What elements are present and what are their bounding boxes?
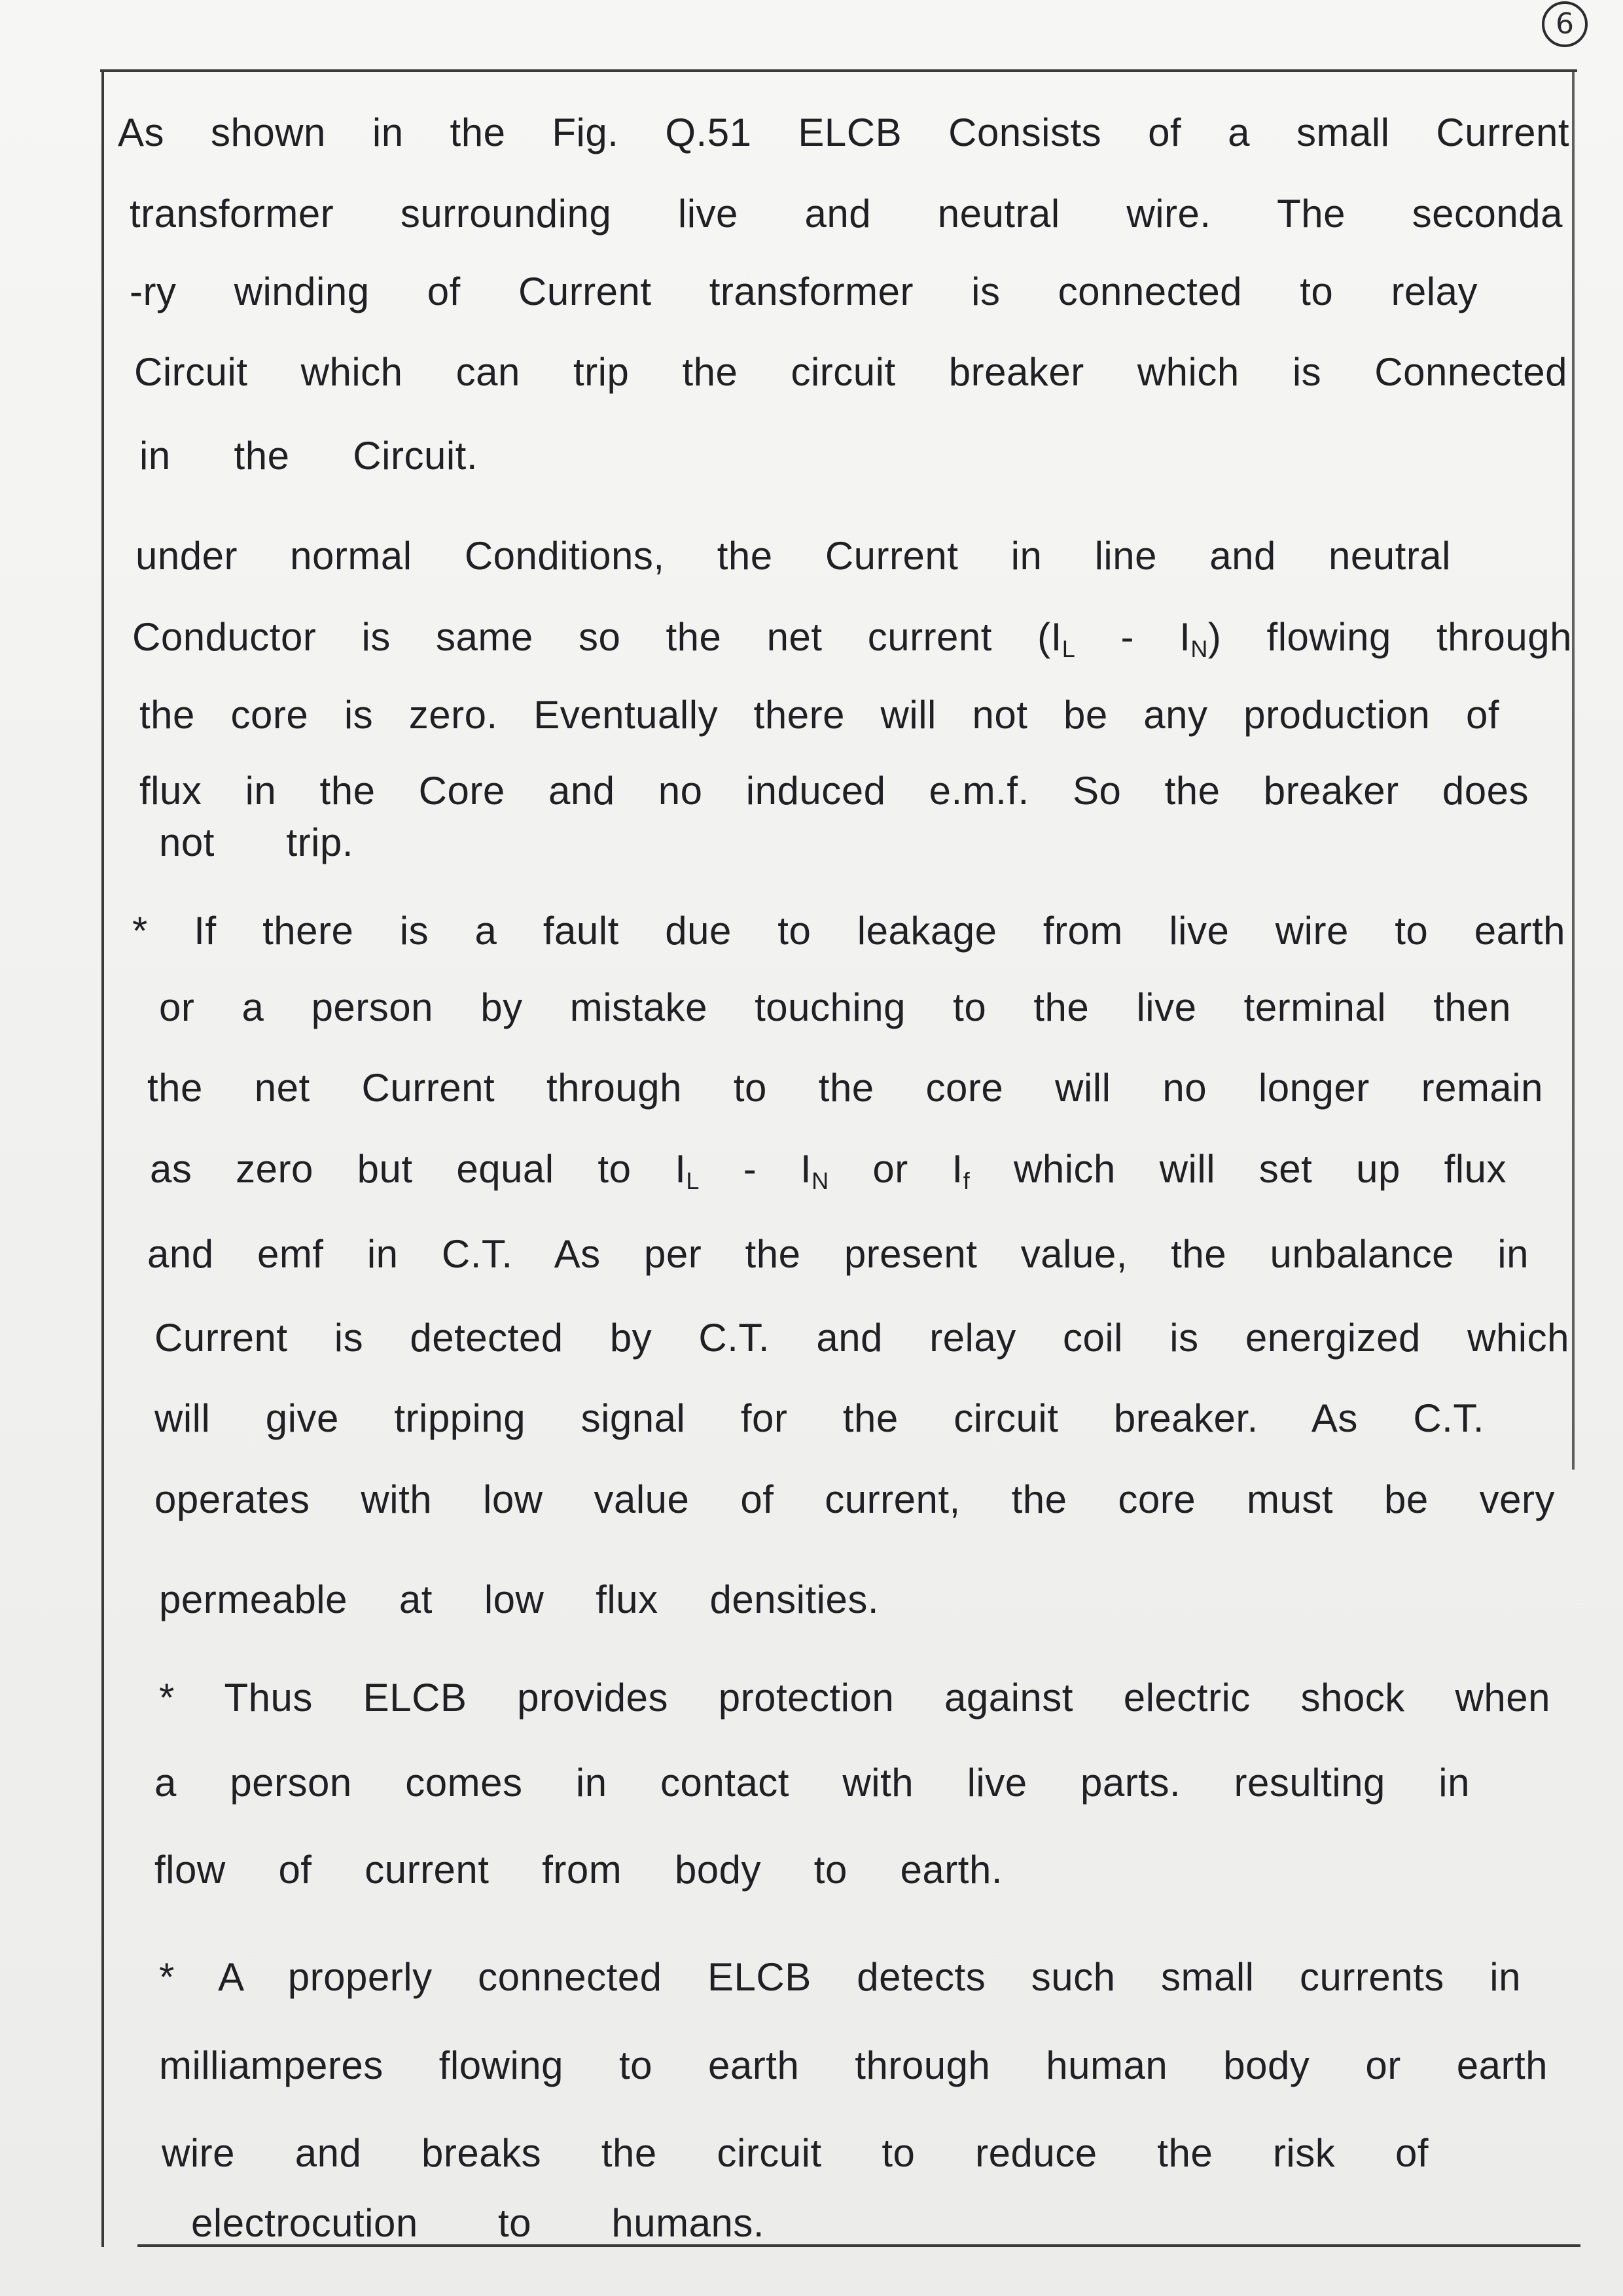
text-segment: as zero but equal to I (150, 1147, 687, 1191)
subscript: N (1190, 635, 1208, 663)
subscript: L (686, 1167, 700, 1195)
page-number-circle: 6 (1542, 1, 1588, 47)
text-line: flux in the Core and no induced e.m.f. So the breaker does (139, 769, 1529, 813)
text-line: the core is zero. Eventually there will not be any production of (139, 693, 1499, 737)
text-line: Circuit which can trip the circuit breaker which is Connected (134, 350, 1567, 394)
text-line: electrocution to humans. (191, 2201, 764, 2245)
subscript: L (1061, 635, 1076, 663)
text-line: under normal Conditions, the Current in line and neutral (135, 534, 1451, 578)
text-segment: which will set up flux (970, 1147, 1507, 1191)
text-line: the net Current through to the core will no longer remain (147, 1066, 1543, 1110)
page-border-left (101, 69, 104, 2247)
text-line: wire and breaks the circuit to reduce the risk of (162, 2131, 1429, 2175)
text-segment: - I (699, 1147, 812, 1191)
text-line: not trip. (159, 821, 353, 864)
text-segment: Conductor is same so the net current (I (132, 615, 1062, 659)
page-border-top (100, 69, 1577, 72)
text-line: transformer surrounding live and neutral wire. The seconda (130, 192, 1563, 236)
text-segment: ) flowing through (1207, 615, 1573, 659)
text-line: in the Circuit. (139, 434, 478, 478)
text-line: will give tripping signal for the circuit breaker. As C.T. (154, 1396, 1484, 1440)
text-line: * Thus ELCB provides protection against electric shock when (159, 1676, 1550, 1720)
text-line-with-subscripts (150, 1146, 1507, 1193)
text-line: permeable at low flux densities. (159, 1578, 879, 1621)
text-segment: - I (1075, 615, 1191, 659)
text-line: and emf in C.T. As per the present value, the unbalance in (147, 1232, 1529, 1276)
text-line: -ry winding of Current transformer is connected to relay (130, 270, 1478, 313)
page-border-right (1572, 69, 1575, 1470)
text-line: or a person by mistake touching to the live terminal then (159, 985, 1511, 1029)
text-line: a person comes in contact with live parts. resulting in (154, 1761, 1470, 1805)
text-line: Current is detected by C.T. and relay coil is energized which (154, 1316, 1569, 1360)
text-line: * A properly connected ELCB detects such small currents in (159, 1955, 1521, 1999)
subscript: f (963, 1167, 971, 1195)
text-segment: or I (829, 1147, 963, 1191)
text-line: * If there is a fault due to leakage from live wire to earth (132, 909, 1565, 953)
text-line: flow of current from body to earth. (154, 1848, 1003, 1892)
text-line: operates with low value of current, the core must be very (154, 1477, 1555, 1521)
text-line-with-subscripts (132, 614, 1572, 661)
text-line: milliamperes flowing to earth through human body or earth (159, 2043, 1548, 2087)
text-line: As shown in the Fig. Q.51 ELCB Consists of a small Current (118, 111, 1569, 154)
subscript: N (812, 1167, 829, 1195)
